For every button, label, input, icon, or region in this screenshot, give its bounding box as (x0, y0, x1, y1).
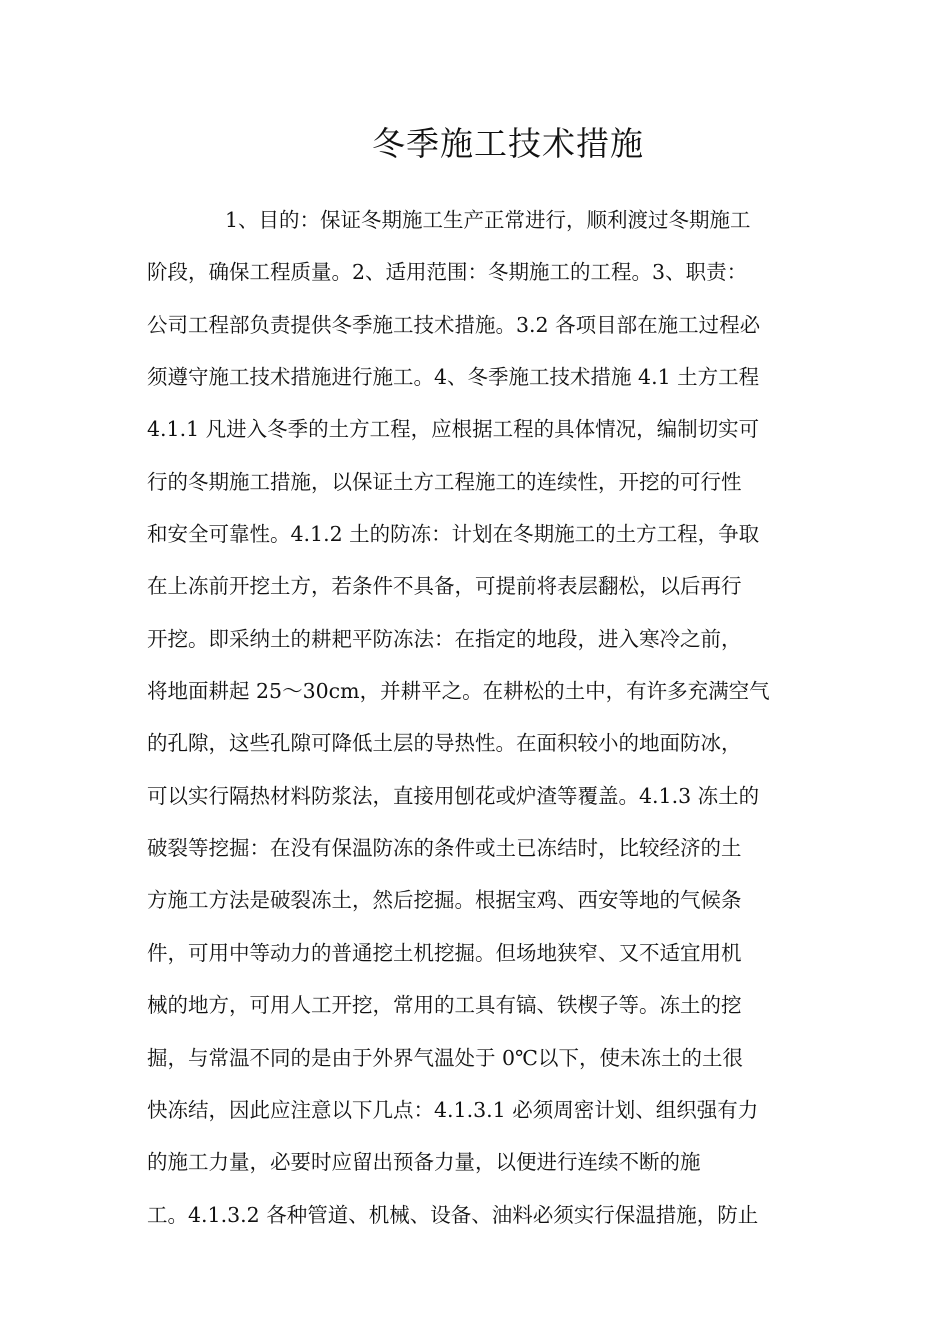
paragraph-line: 阶段，确保工程质量。2、适用范围：冬期施工的工程。3、职责： (147, 260, 748, 285)
paragraph-line: 须遵守施工技术措施进行施工。4、冬季施工技术措施 4.1 土方工程 (147, 365, 760, 390)
paragraph-line: 械的地方，可用人工开挖，常用的工具有镐、铁楔子等。冻土的挖 (147, 993, 742, 1018)
paragraph-line: 公司工程部负责提供冬季施工技术措施。3.2 各项目部在施工过程必 (147, 312, 761, 337)
paragraph-line: 和安全可靠性。4.1.2 土的防冻：计划在冬期施工的土方工程，争取 (147, 522, 760, 547)
paragraph-line: 的施工力量，必要时应留出预备力量，以便进行连续不断的施 (147, 1150, 701, 1175)
paragraph-line: 开挖。即采纳土的耕耙平防冻法：在指定的地段，进入寒冷之前， (147, 626, 742, 651)
paragraph-line: 行的冬期施工措施，以保证土方工程施工的连续性，开挖的可行性 (147, 469, 742, 494)
paragraph-line: 可以实行隔热材料防浆法，直接用刨花或炉渣等覆盖。4.1.3 冻土的 (147, 783, 760, 808)
document-body (147, 194, 811, 1241)
paragraph-line: 1、目的：保证冬期施工生产正常进行，顺利渡过冬期施工 (225, 208, 751, 232)
paragraph-line: 掘，与常温不同的是由于外界气温处于 0℃以下，使未冻土的土很 (147, 1045, 743, 1070)
paragraph-line: 破裂等挖掘：在没有保温防冻的条件或土已冻结时，比较经济的土 (147, 836, 742, 861)
paragraph-line: 4.1.1 凡进入冬季的土方工程，应根据工程的具体情况，编制切实可 (147, 417, 760, 442)
document-title: 冬季施工技术措施 (372, 124, 644, 163)
paragraph-line: 工。4.1.3.2 各种管道、机械、设备、油料必须实行保温措施，防止 (147, 1202, 759, 1227)
paragraph-line: 的孔隙，这些孔隙可降低土层的导热性。在面积较小的地面防冰， (147, 731, 742, 756)
paragraph-line: 将地面耕起 25～30cm，并耕平之。在耕松的土中，有许多充满空气 (147, 679, 770, 704)
paragraph-line: 在上冻前开挖土方，若条件不具备，可提前将表层翻松，以后再行 (147, 574, 742, 599)
paragraph-line: 件，可用中等动力的普通挖土机挖掘。但场地狭窄、又不适宜用机 (147, 940, 742, 965)
paragraph-line: 快冻结，因此应注意以下几点：4.1.3.1 必须周密计划、组织强有力 (147, 1097, 759, 1122)
paragraph-line: 方施工方法是破裂冻土，然后挖掘。根据宝鸡、西安等地的气候条 (147, 888, 742, 913)
